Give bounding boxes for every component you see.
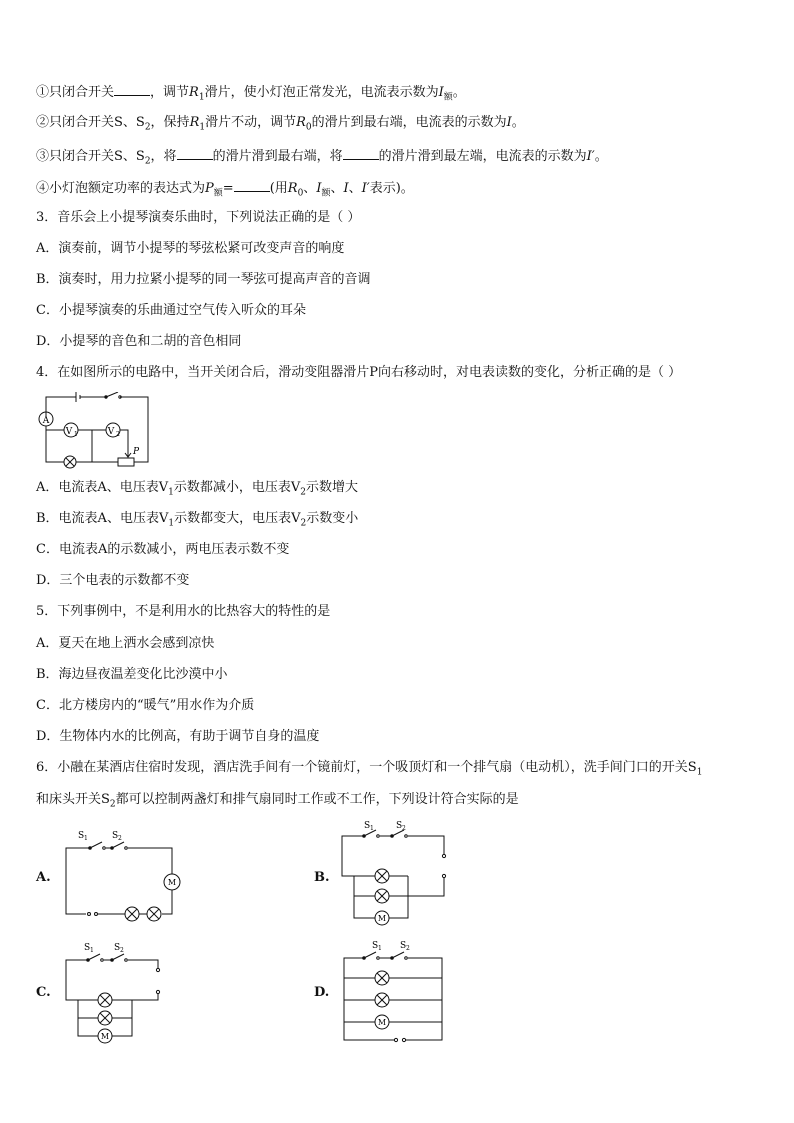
q4-option-b[interactable]: B．电流表A、电压表$V_1$示数都变大，电压表$V_2$示数变小: [36, 511, 359, 529]
step-3: ③只闭合开关S、$S_2$，将 的滑片滑到最右端，将 的滑片滑到最左端，电流表的示数为I′。: [36, 149, 608, 167]
svg-text:S: S: [114, 943, 121, 953]
svg-text:2: 2: [406, 945, 410, 952]
svg-text:S: S: [112, 831, 119, 841]
svg-text:2: 2: [120, 947, 124, 954]
answer-blank[interactable]: [114, 83, 150, 96]
q5-option-c[interactable]: C．北方楼房内的“暖气”用水作为介质: [36, 698, 255, 713]
q4-option-a[interactable]: A．电流表A、电压表$V_1$示数都减小，电压表$V_2$示数增大: [36, 480, 359, 498]
q6-circuit-c[interactable]: [62, 938, 182, 1050]
q3-option-b[interactable]: B．演奏时，用力拉紧小提琴的同一琴弦可提高声音的音调: [36, 272, 371, 287]
q4-circuit-figure: [36, 392, 156, 472]
q3-option-d[interactable]: D．小提琴的音色和二胡的音色相同: [36, 334, 242, 349]
q3-stem: 3．音乐会上小提琴演奏乐曲时，下列说法正确的是（ ）: [36, 210, 361, 225]
q4-option-d[interactable]: D．三个电表的示数都不变: [36, 573, 190, 588]
motor-label: M: [100, 1032, 110, 1041]
v2-label: V: [107, 427, 115, 437]
q6-circuit-a[interactable]: [62, 826, 182, 922]
q3-option-c[interactable]: C．小提琴演奏的乐曲通过空气传入听众的耳朵: [36, 303, 306, 318]
q5-option-a[interactable]: A．夏天在地上洒水会感到凉快: [36, 636, 215, 651]
svg-text:1: 1: [370, 825, 374, 832]
q6-circuit-d[interactable]: [338, 938, 458, 1050]
q6-stem-line-1: 6．小融在某酒店住宿时发现，酒店洗手间有一个镜前灯，一个吸顶灯和一个排气扇（电动机），洗手间门口的开关$S_1$: [36, 760, 703, 778]
svg-text:S: S: [396, 821, 403, 831]
step-1: ①只闭合开关 ，调节$R_1$滑片，使小灯泡正常发光，电流表示数为$I_额$。: [36, 85, 466, 103]
motor-label: M: [167, 878, 177, 887]
svg-text:1: 1: [378, 945, 382, 952]
step-4: ④小灯泡额定功率的表达式为$P_额=$ (用$R_0$、$I_额$、I、I′表示)。: [36, 181, 414, 199]
ammeter-label: A: [42, 416, 50, 426]
svg-text:1: 1: [74, 431, 78, 438]
svg-text:2: 2: [402, 825, 406, 832]
svg-text:S: S: [78, 831, 85, 841]
q6-option-a-label[interactable]: A.: [36, 870, 51, 885]
svg-text:1: 1: [90, 947, 94, 954]
svg-text:S: S: [372, 941, 379, 951]
q6-option-d-label[interactable]: D.: [314, 985, 330, 1000]
q5-option-b[interactable]: B．海边昼夜温差变化比沙漠中小: [36, 667, 228, 682]
q6-circuit-b[interactable]: [338, 818, 458, 930]
motor-label: M: [377, 1018, 387, 1027]
q4-option-c[interactable]: C．电流表A的示数减小，两电压表示数不变: [36, 542, 290, 557]
q4-stem: 4．在如图所示的电路中，当开关闭合后，滑动变阻器滑片P向右移动时，对电表读数的变化，分析正确的是（ ）: [36, 365, 682, 380]
q6-stem-line-2: 和床头开关$S_2$都可以控制两盏灯和排气扇同时工作或不工作，下列设计符合实际的是: [36, 792, 519, 810]
q5-option-d[interactable]: D．生物体内水的比例高，有助于调节自身的温度: [36, 729, 320, 744]
answer-blank[interactable]: [234, 179, 270, 192]
svg-text:2: 2: [116, 431, 120, 438]
svg-text:S: S: [364, 821, 371, 831]
q6-option-c-label[interactable]: C.: [36, 985, 51, 1000]
answer-blank[interactable]: [177, 147, 213, 160]
q6-option-b-label[interactable]: B.: [314, 870, 330, 885]
motor-label: M: [377, 914, 387, 923]
v1-label: V: [65, 427, 73, 437]
svg-text:S: S: [400, 941, 407, 951]
q3-option-a[interactable]: A．演奏前，调节小提琴的琴弦松紧可改变声音的响度: [36, 241, 345, 256]
answer-blank[interactable]: [343, 147, 379, 160]
q5-stem: 5．下列事例中，不是利用水的比热容大的特性的是: [36, 604, 331, 619]
svg-text:1: 1: [84, 835, 88, 842]
slider-label: P: [133, 447, 140, 457]
step-2: ②只闭合开关S、$S_2$，保持$R_1$滑片不动，调节$R_0$的滑片到最右端，电流表的示数为I。: [36, 115, 525, 133]
svg-text:2: 2: [118, 835, 122, 842]
svg-text:S: S: [84, 943, 91, 953]
